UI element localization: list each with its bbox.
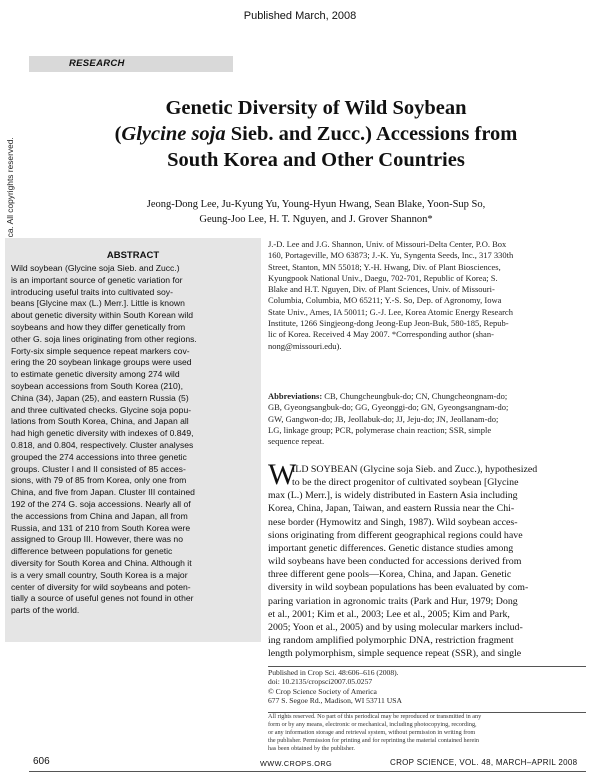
abbreviations-label: Abbreviations:	[268, 391, 323, 401]
divider	[268, 666, 586, 667]
affiliation-line: State Univ., Ames, IA 50011; G.-J. Lee, Korea Atomic Energy Research	[268, 306, 513, 317]
abstract-line: grouped the 274 accessions into three genetic	[11, 451, 187, 462]
abstract-line: had high genetic diversity with indexes of 0.849,	[11, 428, 194, 439]
abstract-line: to estimate genetic diversity among 274 wild	[11, 369, 180, 380]
abstract-line: other G. soja lines originating from other regions.	[11, 333, 197, 344]
abstract-heading: ABSTRACT	[106, 250, 160, 261]
abstract-line: lations from South Korea, China, and Japan all	[11, 416, 189, 427]
body-line: wild soybeans have been conducted for accessions derived from	[268, 556, 522, 568]
rights-notice	[268, 713, 586, 753]
abstract-line: tially a source of useful genes not found in other	[11, 593, 194, 604]
pubinfo-line: Published in Crop Sci. 48:606–616 (2008).	[268, 668, 399, 677]
authors-line-2: Geung-Joo Lee, H. T. Nguyen, and J. Grover Shannon*	[199, 214, 433, 225]
body-line: paring variation in agronomic traits (Park and Hur, 1979; Dong	[268, 595, 518, 607]
abstract-line: beans [Glycine max (L.) Merr.]. Little is known	[11, 298, 185, 309]
body-line: 2005; Yoon et al., 2005) and by using molecular markers includ-	[268, 621, 523, 633]
title-line-1: Genetic Diversity of Wild Soybean	[165, 97, 467, 119]
body-line: diversity in wild soybean populations has been evaluated by com-	[268, 582, 529, 594]
affiliation-line: Columbia, Columbia, MO 65211; Y.-S. So, Dep. of Agronomy, Iowa	[268, 295, 502, 306]
abstract-line: China (34), Japan (25), and eastern Russia (5)	[11, 392, 189, 403]
abbreviation-line	[268, 391, 586, 402]
affiliation-line: Blake and H.T. Nguyen, Div. of Plant Sciences, Univ. of Missouri-	[268, 284, 495, 295]
intro-body-text	[268, 463, 586, 660]
abstract-line: soybean accessions from South Korea (210),	[11, 380, 183, 391]
body-line: max (L.) Merr.], is widely distributed in Eastern Asia including	[268, 490, 518, 502]
body-line: ILD SOYBEAN (Glycine soja Sieb. and Zucc.), hypothesized	[292, 464, 538, 475]
body-line: three different gene pools—Korea, China, and Japan. Genetic	[268, 569, 512, 581]
abstract-line: ering the 20 soybean linkage groups were used	[11, 357, 192, 368]
abstract-line: the accessions from China and Japan, all from	[11, 510, 188, 521]
abstract-line: sions, with 79 of 85 from Korea, only one from	[11, 475, 187, 486]
abbreviation-line: GW, Gangwon-do; JB, Jeollabuk-do; JJ, Jeju-do; JN, Jeollanam-do;	[268, 413, 499, 424]
body-line: important genetic differences. Genetic distance studies among	[268, 542, 514, 554]
abstract-line: diversity for South Korea and China. Although it	[11, 557, 192, 568]
section-label: RESEARCH	[69, 58, 125, 69]
affiliation-line: Kyungpook National Univ., Daegu, 702-701, Republic of Korea; S.	[268, 272, 498, 283]
authors-line-1: Jeong-Dong Lee, Ju-Kyung Yu, Young-Hyun Hwang, Sean Blake, Yoon-Sup So,	[146, 199, 486, 210]
journal-reference: CROP SCIENCE, VOL. 48, MARCH–APRIL 2008	[390, 758, 578, 767]
body-line: ing random amplified polymorphic DNA, restriction fragment	[268, 635, 514, 647]
website-link[interactable]: WWW.CROPS.ORG	[260, 759, 333, 768]
abbreviations	[268, 391, 586, 447]
drop-cap: W	[268, 458, 297, 491]
publication-info	[268, 668, 586, 706]
abstract-line: introducing useful traits into cultivated soy-	[11, 286, 173, 297]
article-title	[60, 95, 572, 173]
abbreviation-line: sequence repeat.	[268, 436, 325, 447]
abstract-line: about genetic diversity within South Korean wild	[11, 310, 194, 321]
affiliation-line: J.-D. Lee and J.G. Shannon, Univ. of Missouri-Delta Center, P.O. Box	[268, 239, 507, 249]
abstract-line: China, and five from Japan. Cluster III contained	[11, 487, 195, 498]
rights-line: form or by any means, electronic or mechanical, including photocopying, recording,	[268, 720, 477, 728]
abstract-line: Wild soybean (Glycine soja Sieb. and Zucc.)	[11, 263, 180, 273]
abstract-line: groups. Cluster I and II consisted of 85 acces-	[11, 463, 186, 474]
published-date: Published March, 2008	[243, 10, 357, 22]
rights-line: or any information storage and retrieval system, without permission in writing from	[268, 728, 476, 736]
affiliation-line: lic of Korea. Received 4 May 2007. *Corresponding author (shan-	[268, 329, 494, 340]
affiliation-line: Institute, 1266 Singjeong-dong Jeong-Eup Jeon-Buk, 580-185, Repub-	[268, 318, 509, 329]
abstract-line: is an important source of genetic variation for	[11, 274, 183, 285]
footer-rule	[29, 771, 586, 772]
body-line: sions originating from different geographical regions could have	[268, 529, 523, 541]
affiliation-line: 160, Portageville, MO 63873; J.-K. Yu, Syngenta Seeds, Inc., 317 330th	[268, 250, 514, 261]
abstract-line: 192 of the 274 G. soja accessions. Nearly all of	[11, 498, 191, 509]
title-line-3: South Korea and Other Countries	[167, 149, 465, 171]
abstract-line: center of diversity for wild soybeans and poten-	[11, 581, 191, 592]
body-line: et al., 2001; Kim et al., 2003; Lee et al., 2005; Kim and Park,	[268, 608, 510, 620]
affiliation-line: nong@missouri.edu).	[268, 340, 342, 351]
pubinfo-line: © Crop Science Society of America	[268, 686, 377, 696]
body-line: to be the direct progenitor of cultivated soybean [Glycine	[292, 477, 519, 489]
rights-line: All rights reserved. No part of this periodical may be reproduced or transmitted in any	[268, 713, 482, 720]
abstract-line: parts of the world.	[11, 605, 80, 616]
abstract-line: Forty-six simple sequence repeat markers cov-	[11, 345, 190, 356]
body-line: length polymorphism, simple sequence repeat (SSR), and single	[268, 648, 522, 660]
section-banner	[29, 56, 233, 72]
abstract-line: difference between populations for genetic	[11, 546, 173, 557]
abstract-line: assigned to Group III. However, there was no	[11, 534, 183, 545]
page-number: 606	[33, 756, 50, 767]
affiliation-line: Street, Stanton, MN 55018; Y.-H. Hwang, Div. of Plant Biosciences,	[268, 261, 501, 272]
body-line: nese border (Hymowitz and Singh, 1987). Wild soybean acces-	[268, 516, 518, 528]
rights-line: has been obtained by the publisher.	[268, 744, 355, 752]
abstract-line: and three cultivated checks. Glycine soja popu-	[11, 404, 192, 415]
body-line: Korea, China, Japan, Taiwan, and eastern Russia near the Chi-	[268, 503, 515, 515]
title-species: Glycine soja	[121, 123, 226, 145]
abstract-line: 0.818, and 0.804, respectively. Cluster analyses	[11, 439, 194, 450]
pubinfo-line: 677 S. Segoe Rd., Madison, WI 53711 USA	[268, 696, 402, 706]
abstract-line: is a very small country, South Korea is a major	[11, 569, 188, 580]
rights-line: the publisher. Permission for printing and for reprinting the material contained herein	[268, 736, 480, 744]
abstract-text	[11, 263, 257, 617]
author-affiliations	[268, 239, 586, 352]
abstract-line: soybeans and how they differ genetically from	[11, 321, 186, 332]
pubinfo-line: doi: 10.2135/cropsci2007.05.0257	[268, 677, 373, 687]
abstract-box	[5, 238, 261, 642]
abbreviation-line: LG, linkage group; PCR, polymerase chain reaction; SSR, simple	[268, 424, 492, 435]
title-line-2: (Glycine soja Sieb. and Zucc.) Accessions from	[114, 123, 518, 145]
abbreviation-line: GB, Gyeongsangbuk-do; GG, Gyeonggi-do; GN, Gyeongsangnam-do;	[268, 402, 509, 413]
abstract-line: Russia, and 131 of 210 from South Korea were	[11, 522, 191, 533]
abbreviation-text: CB, Chungcheungbuk-do; CN, Chungcheongnam-do;	[322, 391, 508, 401]
author-list	[70, 197, 562, 227]
